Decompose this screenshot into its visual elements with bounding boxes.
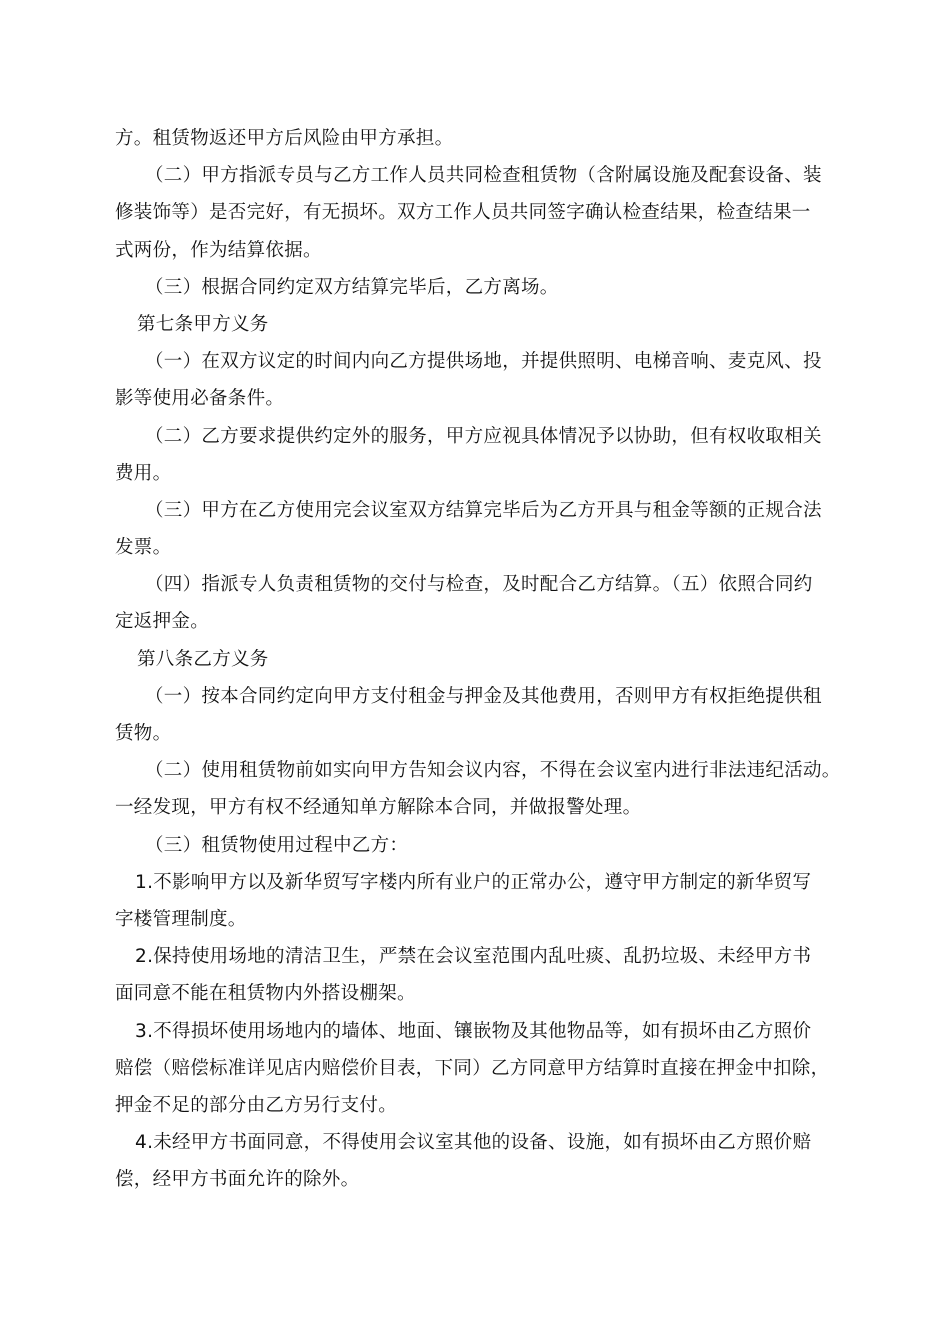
text-line: （二）乙方要求提供约定外的服务，甲方应视具体情况予以协助，但有权收取相关 <box>145 425 822 447</box>
text-line: 式两份，作为结算依据。 <box>115 239 322 261</box>
text-line: 面同意不能在租赁物内外搭设棚架。 <box>115 983 416 1005</box>
text-line: 一经发现，甲方有权不经通知单方解除本合同，并做报警处理。 <box>115 797 642 819</box>
text-line: 字楼管理制度。 <box>115 908 247 930</box>
text-line: 押金不足的部分由乙方另行支付。 <box>115 1094 398 1116</box>
text-line: （一）按本合同约定向甲方支付租金与押金及其他费用，否则甲方有权拒绝提供租 <box>145 685 822 707</box>
text-line: 2.保持使用场地的清洁卫生，严禁在会议室范围内乱吐痰、乱扔垃圾、未经甲方书 <box>135 946 812 968</box>
document-body <box>115 120 841 1198</box>
text-line: （一）在双方议定的时间内向乙方提供场地，并提供照明、电梯音响、麦克风、投 <box>145 351 822 373</box>
text-line: （四）指派专人负责租赁物的交付与检查，及时配合乙方结算。（五）依照合同约 <box>145 574 813 596</box>
text-line: 3.不得损坏使用场地内的墙体、地面、镶嵌物及其他物品等，如有损坏由乙方照价 <box>135 1020 812 1042</box>
text-line: 4.未经甲方书面同意，不得使用会议室其他的设备、设施，如有损坏由乙方照价赔 <box>135 1132 812 1154</box>
text-line: 偿，经甲方书面允许的除外。 <box>115 1169 360 1191</box>
text-line: 修装饰等）是否完好，有无损坏。双方工作人员共同签字确认检查结果，检查结果一 <box>115 202 811 224</box>
text-line: （二）甲方指派专员与乙方工作人员共同检查租赁物（含附属设施及配套设备、装 <box>145 165 822 187</box>
text-line: 定返押金。 <box>115 611 210 633</box>
text-line: 赔偿（赔偿标准详见店内赔偿价目表，下同）乙方同意甲方结算时直接在押金中扣除， <box>115 1057 830 1079</box>
section-heading: 第七条甲方义务 <box>137 313 269 335</box>
text-line: 费用。 <box>115 462 172 484</box>
text-line: （三）租赁物使用过程中乙方： <box>145 834 409 856</box>
text-line: 方。租赁物返还甲方后风险由甲方承担。 <box>115 128 454 149</box>
section-heading: 第八条乙方义务 <box>137 648 269 670</box>
text-line: 1.不影响甲方以及新华贸写字楼内所有业户的正常办公，遵守甲方制定的新华贸写 <box>135 871 812 893</box>
text-line: （三）根据合同约定双方结算完毕后，乙方离场。 <box>145 276 559 298</box>
text-line: 发票。 <box>115 537 172 559</box>
text-line: （二）使用租赁物前如实向甲方告知会议内容，不得在会议室内进行非法违纪活动。 <box>145 760 841 782</box>
text-line: 影等使用必备条件。 <box>115 388 285 410</box>
text-line: 赁物。 <box>115 723 172 744</box>
text-line: （三）甲方在乙方使用完会议室双方结算完毕后为乙方开具与租金等额的正规合法 <box>145 499 822 521</box>
